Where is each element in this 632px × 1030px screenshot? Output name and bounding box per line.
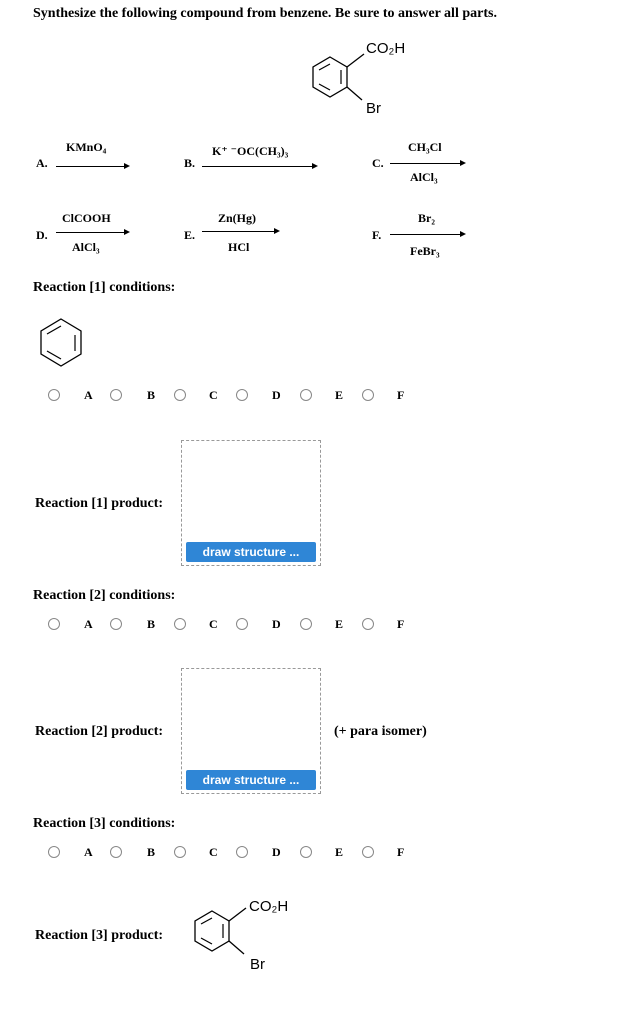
r2-option-e[interactable]: E bbox=[335, 617, 344, 631]
r3-option-b[interactable]: B bbox=[147, 845, 156, 859]
reagent-d-arrow bbox=[56, 232, 126, 233]
r1-draw-structure-button[interactable]: draw structure ... bbox=[186, 542, 316, 562]
r1-option-d[interactable]: D bbox=[272, 388, 281, 402]
target-co2h-label: CO₂H bbox=[366, 40, 406, 57]
reagent-a-arrow bbox=[56, 166, 126, 167]
reagent-f-above: Br₂ bbox=[418, 211, 435, 225]
reagent-d-above: ClCOOH bbox=[62, 211, 111, 225]
r1-option-b[interactable]: B bbox=[147, 388, 156, 402]
reagent-letter-d: D. bbox=[36, 228, 48, 242]
reagent-c-arrow bbox=[390, 163, 462, 164]
r3-radio-a[interactable] bbox=[48, 846, 60, 858]
r1-radio-d[interactable] bbox=[236, 389, 248, 401]
r2-product-label: Reaction [2] product: bbox=[35, 724, 164, 739]
r2-option-a[interactable]: A bbox=[84, 617, 93, 631]
reagent-c-below: AlCl₃ bbox=[410, 170, 438, 184]
r3-co2h-label: CO₂H bbox=[249, 898, 289, 915]
r1-option-f[interactable]: F bbox=[397, 388, 405, 402]
reagent-f-below: FeBr₃ bbox=[410, 244, 440, 258]
r1-product-label: Reaction [1] product: bbox=[35, 496, 164, 511]
r2-radio-b[interactable] bbox=[110, 618, 122, 630]
r3-br-label: Br bbox=[250, 956, 265, 973]
r3-product-label: Reaction [3] product: bbox=[35, 928, 164, 943]
reagent-f-arrowhead bbox=[460, 231, 466, 237]
r3-option-f[interactable]: F bbox=[397, 845, 405, 859]
r1-radio-b[interactable] bbox=[110, 389, 122, 401]
r2-conditions-label: Reaction [2] conditions: bbox=[33, 588, 176, 603]
reagent-d-arrowhead bbox=[124, 229, 130, 235]
r3-radio-f[interactable] bbox=[362, 846, 374, 858]
reagent-a-arrowhead bbox=[124, 163, 130, 169]
r1-option-a[interactable]: A bbox=[84, 388, 93, 402]
reagent-f-arrow bbox=[390, 234, 462, 235]
question-title: Synthesize the following compound from benzene. Be sure to answer all parts. bbox=[33, 6, 497, 21]
benzene-molecule bbox=[34, 316, 88, 370]
reagent-letter-b: B. bbox=[184, 156, 196, 170]
target-br-label: Br bbox=[366, 100, 381, 117]
r2-radio-a[interactable] bbox=[48, 618, 60, 630]
reagent-c-above: CH₃Cl bbox=[408, 140, 442, 154]
r3-option-e[interactable]: E bbox=[335, 845, 344, 859]
r2-option-f[interactable]: F bbox=[397, 617, 405, 631]
r2-radio-d[interactable] bbox=[236, 618, 248, 630]
reagent-letter-c: C. bbox=[372, 156, 384, 170]
reagent-b-arrowhead bbox=[312, 163, 318, 169]
r2-radio-e[interactable] bbox=[300, 618, 312, 630]
r3-conditions-label: Reaction [3] conditions: bbox=[33, 816, 176, 831]
r3-option-c[interactable]: C bbox=[209, 845, 218, 859]
r2-draw-structure-button[interactable]: draw structure ... bbox=[186, 770, 316, 790]
r2-option-c[interactable]: C bbox=[209, 617, 218, 631]
r1-radio-c[interactable] bbox=[174, 389, 186, 401]
reagent-e-arrow bbox=[202, 231, 276, 232]
r1-option-e[interactable]: E bbox=[335, 388, 344, 402]
reagent-e-above: Zn(Hg) bbox=[218, 211, 257, 225]
reagent-b-above: K⁺ ⁻OC(CH₃)₃ bbox=[212, 144, 289, 158]
r1-radio-f[interactable] bbox=[362, 389, 374, 401]
reagent-e-below: HCl bbox=[228, 240, 250, 254]
reagent-c-arrowhead bbox=[460, 160, 466, 166]
r3-option-a[interactable]: A bbox=[84, 845, 93, 859]
r1-option-c[interactable]: C bbox=[209, 388, 218, 402]
r3-option-d[interactable]: D bbox=[272, 845, 281, 859]
reagent-letter-a: A. bbox=[36, 156, 48, 170]
reagent-b-arrow bbox=[202, 166, 314, 167]
r2-option-b[interactable]: B bbox=[147, 617, 156, 631]
r2-option-d[interactable]: D bbox=[272, 617, 281, 631]
reagent-letter-f: F. bbox=[372, 228, 382, 242]
reagent-a-above: KMnO₄ bbox=[66, 140, 107, 154]
r3-radio-b[interactable] bbox=[110, 846, 122, 858]
r1-conditions-label: Reaction [1] conditions: bbox=[33, 280, 176, 295]
r1-radio-e[interactable] bbox=[300, 389, 312, 401]
reagent-letter-e: E. bbox=[184, 228, 196, 242]
r2-radio-f[interactable] bbox=[362, 618, 374, 630]
r3-radio-e[interactable] bbox=[300, 846, 312, 858]
r2-radio-c[interactable] bbox=[174, 618, 186, 630]
r3-radio-d[interactable] bbox=[236, 846, 248, 858]
reagent-d-below: AlCl₃ bbox=[72, 240, 100, 254]
r3-radio-c[interactable] bbox=[174, 846, 186, 858]
reagent-e-arrowhead bbox=[274, 228, 280, 234]
para-isomer-note: (+ para isomer) bbox=[334, 724, 427, 739]
r1-radio-a[interactable] bbox=[48, 389, 60, 401]
